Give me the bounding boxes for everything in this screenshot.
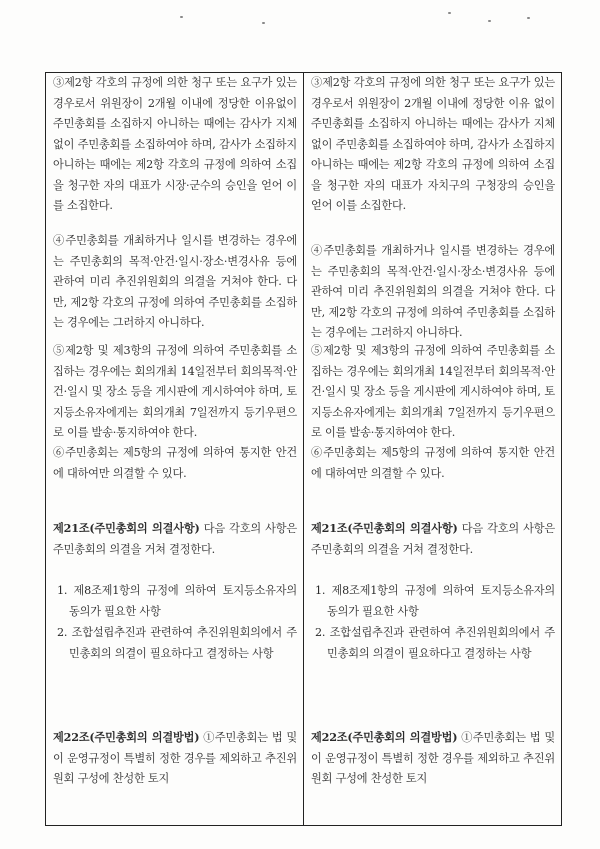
scan-speck [180, 16, 183, 18]
article-22-body: ①주민총회는 법 및 이 운영규정이 특별히 정한 경우를 제외하고 추진위원회 구성에 찬성한 토지 [311, 731, 555, 785]
left-clause-6: ⑥주민총회는 제5항의 규정에 의하여 통지한 안건에 대하여만 의결할 수 있다. [53, 446, 297, 480]
left-column [46, 73, 304, 826]
left-clause-4: ④주민총회를 개최하거나 일시를 변경하는 경우에는 주민총회의 목적·안건·일시·장소·변경사유 등에 관하여 미리 추진위원회의 의결을 거쳐야 한다. 다만, 제2항 각호의 규정에 의하여 주민총회를 소집하는 경우에는 그러하지 아니하다. [53, 234, 297, 329]
left-article-21-item-2: 2. 조합설립추진과 관련하여 추진위원회의에서 주민총회의 의결이 필요하다고 결정하는 사항 [57, 626, 297, 660]
left-article-21 [53, 518, 297, 560]
left-article-21-item-1: 1. 제8조제1항의 규정에 의하여 토지등소유자의 동의가 필요한 사항 [57, 584, 297, 618]
left-clause-5: ⑤제2항 및 제3항의 규정에 의하여 주민총회를 소집하는 경우에는 회의개최 14일전부터 회의목적·안건·일시 및 장소 등을 게시판에 게시하여야 하며, 토지등소유자에게는 회의개최 7일전까지 등기우편으로 이를 발송·통지하여야 한다. [53, 344, 297, 439]
scan-speck [527, 17, 530, 19]
right-article-21-item-2: 2. 조합설립추진과 관련하여 추진위원회의에서 주민총회의 의결이 필요하다고 결정하는 사항 [315, 626, 555, 660]
article-22-title: 제22조(주민총회의 의결방법) [311, 730, 458, 744]
left-clause-3: ③제2항 각호의 규정에 의한 청구 또는 요구가 있는 경우로서 위원장이 2개월 이내에 정당한 이유없이 주민총회를 소집하지 아니하는 때에는 감사가 지체없이 주민총회를 소집하여야 하며, 감사가 소집하지 아니하는 때에는 제2항 각호의 규정에 의하여 소집을 청구한 자의 대표가 시장·군수의 승인을 얻어 이를 소집한다. [53, 76, 297, 212]
article-22-title: 제22조(주민총회의 의결방법) [53, 730, 200, 744]
right-clause-5: ⑤제2항 및 제3항의 규정에 의하여 주민총회를 소집하는 경우에는 회의개최 14일전부터 회의목적·안건·일시 및 장소 등을 게시판에 게시하여야 하며, 토지등소유자에게는 회의개최 7일전까지 등기우편으로 이를 발송·통지하여야 한다. [311, 344, 555, 439]
right-column [304, 73, 562, 826]
article-21-body: 다음 각호의 사항은 주민총회의 의결을 거쳐 결정한다. [53, 522, 297, 556]
article-21-body: 다음 각호의 사항은 주민총회의 의결을 거쳐 결정한다. [311, 522, 555, 556]
scan-speck [488, 20, 491, 22]
comparison-table [45, 72, 562, 826]
right-article-21-item-1: 1. 제8조제1항의 규정에 의하여 토지등소유자의 동의가 필요한 사항 [315, 584, 555, 618]
left-article-22 [53, 727, 297, 790]
right-clause-4: ④주민총회를 개최하거나 일시를 변경하는 경우에는 주민총회의 목적·안건·일시·장소·변경사유 등에 관하여 미리 추진위원회의 의결을 거쳐야 한다. 다만, 제2항 각호의 규정에 의하여 주민총회를 소집하는 경우에는 그러하지 아니하다. [311, 244, 555, 339]
right-article-22 [311, 727, 555, 790]
scan-speck [448, 12, 451, 14]
scan-speck [262, 22, 265, 24]
article-22-body: ①주민총회는 법 및 이 운영규정이 특별히 정한 경우를 제외하고 추진위원회 구성에 찬성한 토지 [53, 731, 297, 785]
right-article-21 [311, 518, 555, 560]
right-clause-3: ③제2항 각호의 규정에 의한 청구 또는 요구가 있는 경우로서 위원장이 2개월 이내에 정당한 이유 없이 주민총회를 소집하지 아니하는 때에는 감사가 지체 없이 주민총회를 소집하여야 하며, 감사가 소집하지 아니하는 때에는 제2항 각호의 규정에 의하여 소집을 청구한 자의 대표가 자치구의 구청장의 승인을 얻어 이를 소집한다. [311, 76, 555, 212]
article-21-title: 제21조(주민총회의 의결사항) [311, 521, 458, 535]
article-21-title: 제21조(주민총회의 의결사항) [53, 521, 200, 535]
right-clause-6: ⑥주민총회는 제5항의 규정에 의하여 통지한 안건에 대하여만 의결할 수 있다. [311, 446, 555, 480]
